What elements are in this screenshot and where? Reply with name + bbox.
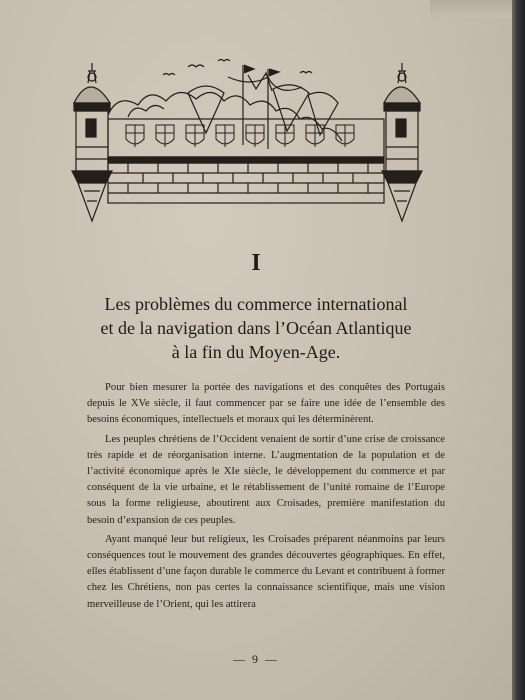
paragraph: Ayant manqué leur but religieux, les Croisades préparent néanmoins par leurs conséquences tout le mouvement des grandes découvertes géographiques. En effet, elles établissent d’une façon durable le commerce du Levant et contribuent à former chez les Chrétiens, non pas certes la connaissance scientifique, mais une vision merveilleuse de l’Orient, qui les attirera [87, 533, 445, 610]
body-text [87, 380, 445, 616]
page-number: — 9 — [233, 652, 279, 666]
tower-ships-vignette [68, 55, 426, 227]
chapter-number: I [251, 250, 261, 276]
chapter-title [40, 292, 472, 364]
page-top-edge [430, 0, 512, 18]
paragraph: Les peuples chrétiens de l’Occident venaient de sortir d’une crise de croissance très rapide et de réorganisation interne. L’augmentation de la population et de l’activité économique après le XIe siècle, le développement du commerce et par conséquent de la vie urbaine, et le rétablissement de l’unité romaine de l’Europe sous la forme religieuse, aboutirent aux Croisades, première manifestation du besoin d’expansion de ces peuples. [87, 433, 445, 526]
title-line: Les problèmes du commerce international [104, 294, 408, 314]
paragraph: Pour bien mesurer la portée des navigations et des conquêtes des Portugais depuis le XVe siècle, il faut commencer par se faire une idée de l’ensemble des besoins économiques, intellectuels et moraux qui les déterminèrent. [87, 382, 445, 426]
background-edge [512, 0, 525, 700]
title-line: à la fin du Moyen-Age. [171, 342, 341, 362]
title-line: et de la navigation dans l’Océan Atlantique [100, 318, 412, 338]
